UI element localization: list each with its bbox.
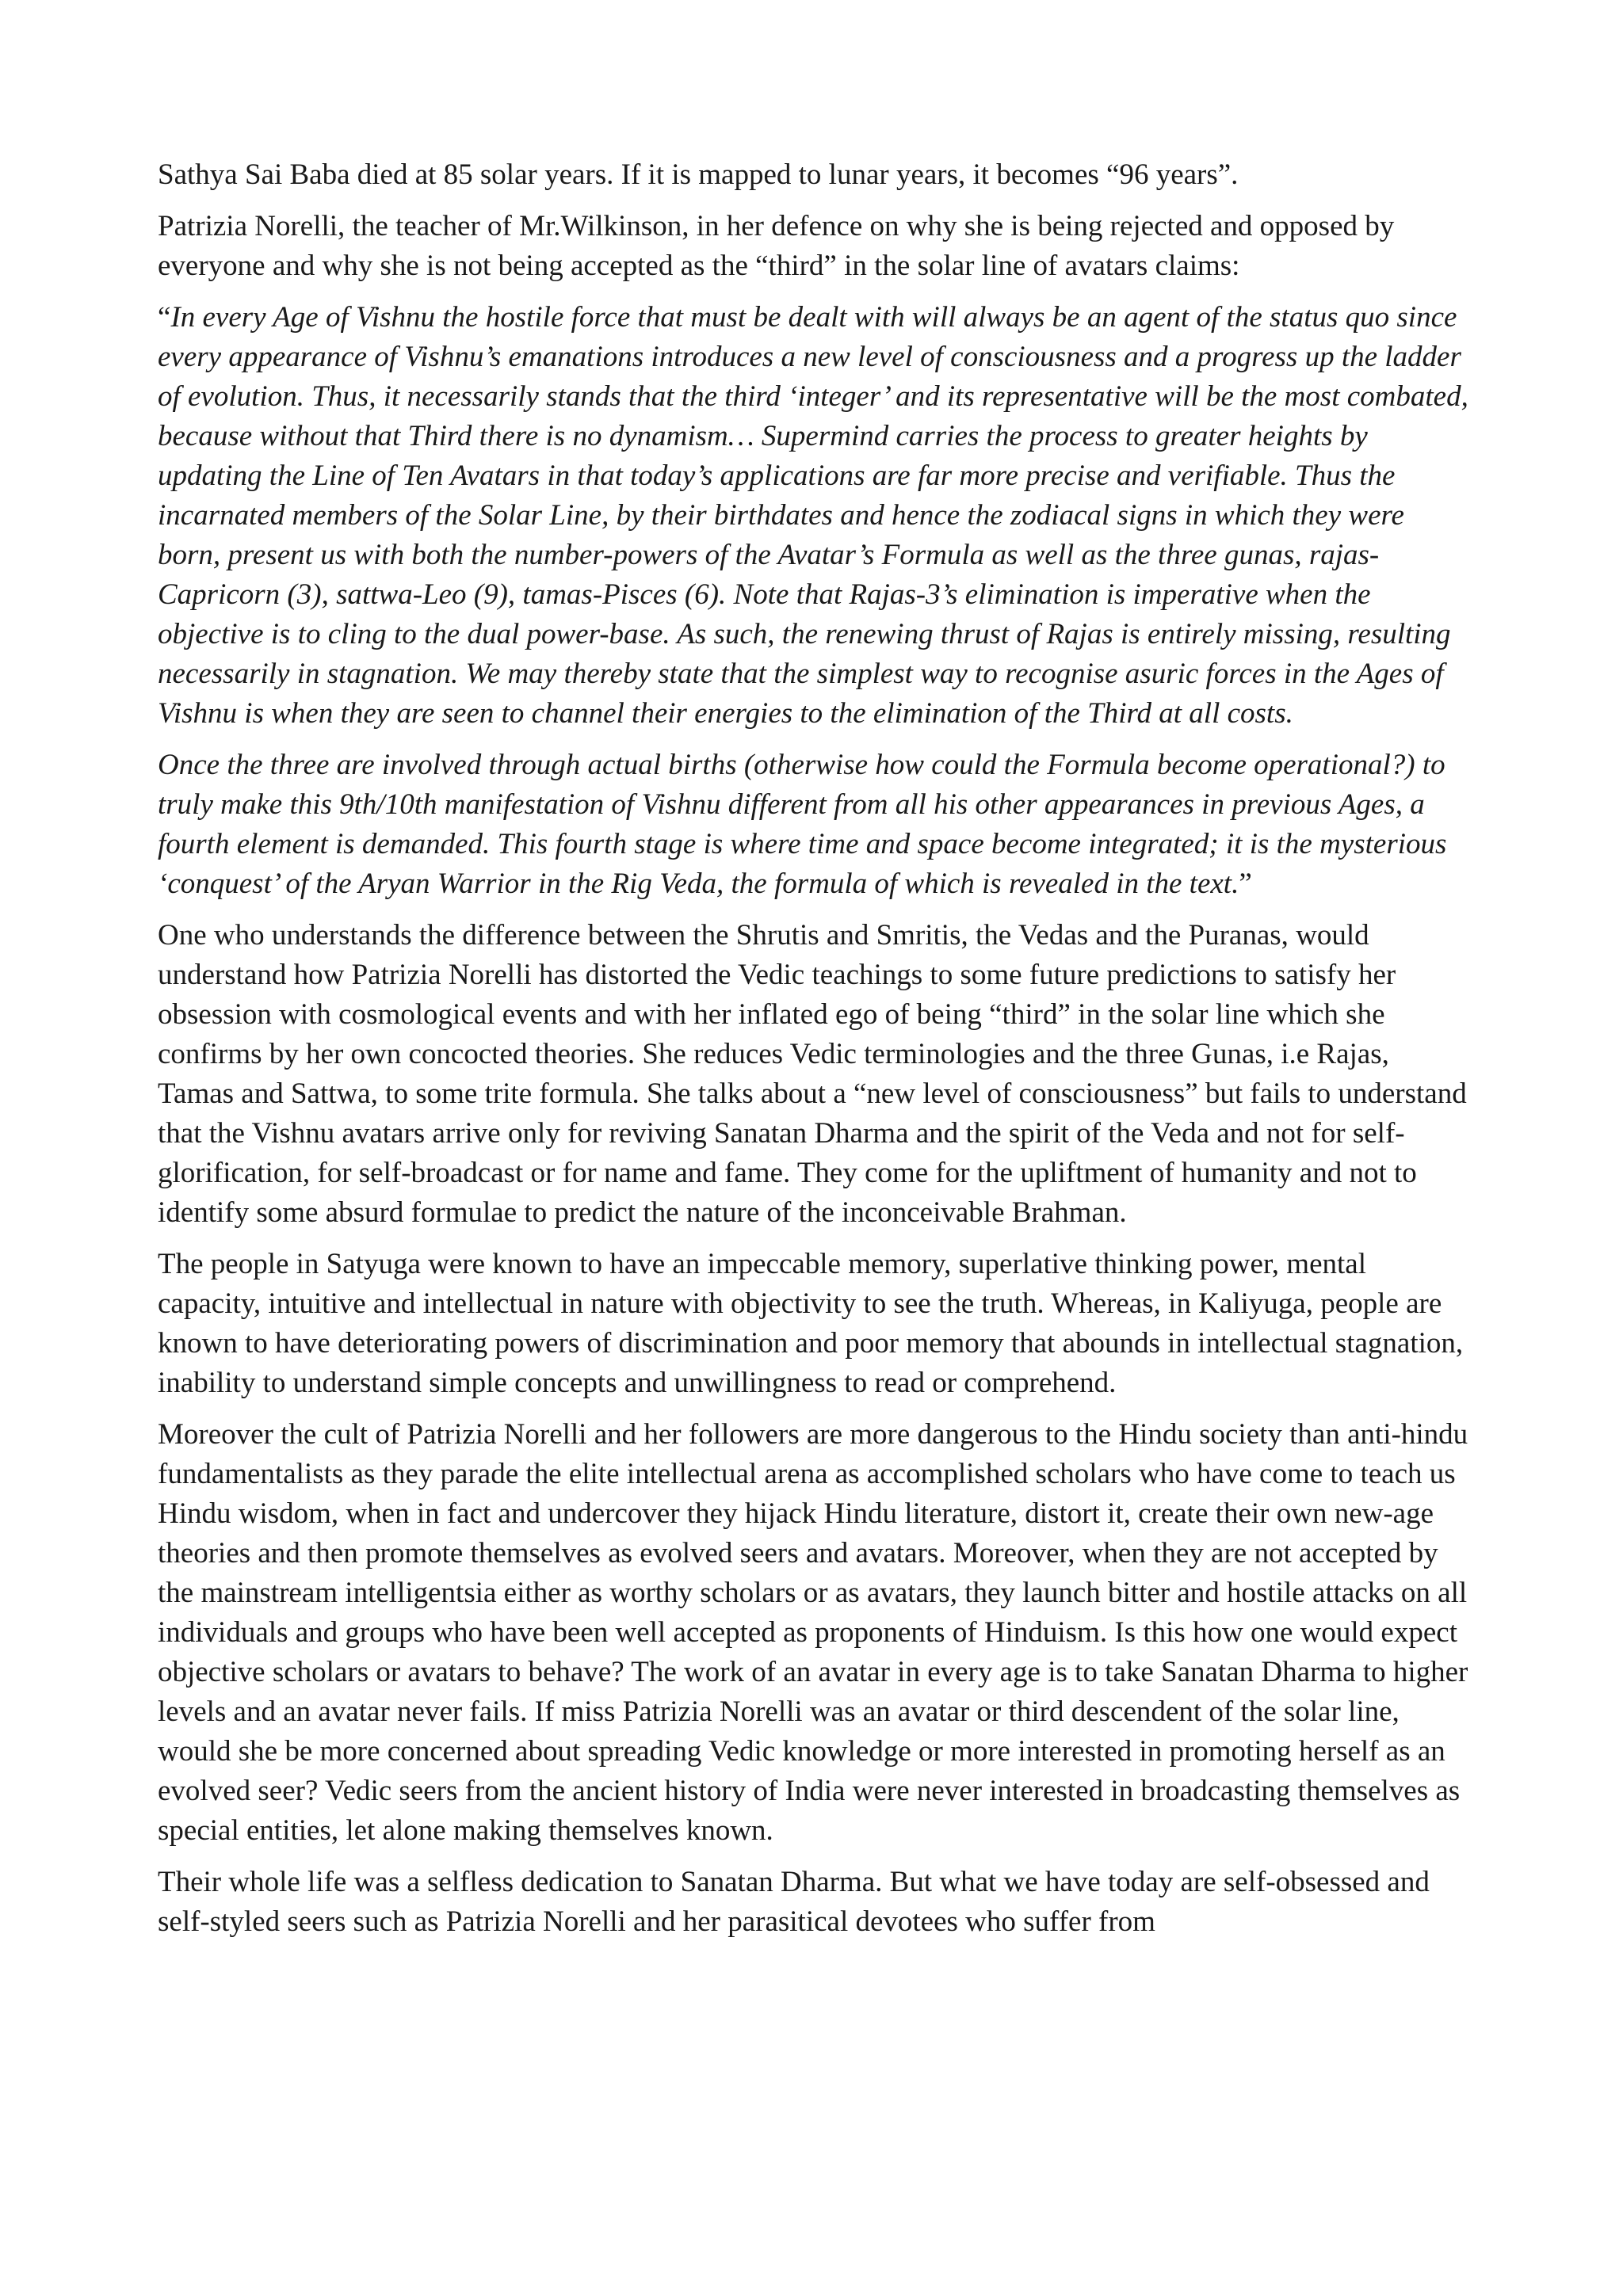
quote-text-ages-of-vishnu: In every Age of Vishnu the hostile force that must be dealt with will always be an agent of the status quo since every appearance of Vishnu’s emanations introduces a new level of consciousness and a progress up the ladder of evolution. Thus, it necessarily stands that the third ‘integer’ and its representative will be the most combated, because without that Third there is no dynamism… Supermind carries the process to greater heights by updating the Line of Ten Avatars in that today’s applications are far more precise and verifiable. Thus the incarnated members of the Solar Line, by their birthdates and hence the zodiacal signs in which they were born, present us with both the number-powers of the Avatar’s Formula as well as the three gunas, rajas-Capricorn (3), sattwa-Leo (9), tamas-Pisces (6). Note that Rajas-3’s elimination is imperative when the objective is to cling to the dual power-base. As such, the renewing thrust of Rajas is entirely missing, resulting necessarily in stagnation. We may thereby state that the simplest way to recognise asuric forces in the Ages of Vishnu is when they are seen to channel their energies to the elimination of the Third at all costs.: [158, 301, 1468, 730]
paragraph-norelli-claims: Patrizia Norelli, the teacher of Mr.Wilkinson, in her defence on why she is being rejected and opposed by everyone and why she is not being accepted as the “third” in the solar line of avatars claims:: [158, 210, 1395, 282]
quote-text-fourth-element: Once the three are involved through actual births (otherwise how could the Formula become operational?) to truly make this 9th/10th manifestation of Vishnu different from all his other appearances in previous Ages, a fourth element is demanded. This fourth stage is where time and space become integrated; it is the mysterious ‘conquest’ of the Aryan Warrior in the Rig Veda, the formula of which is revealed in the text.: [158, 749, 1447, 900]
quote-paragraph-fourth-element: [158, 746, 1469, 904]
paragraph-cult-danger: Moreover the cult of Patrizia Norelli and her followers are more dangerous to the Hindu society than anti-hindu fundamentalists as they parade the elite intellectual arena as accomplished scholars who have come to teach us Hindu wisdom, when in fact and undercover they hijack Hindu literature, distort it, create their own new-age theories and then promote themselves as evolved seers and avatars. Moreover, when they are not accepted by the mainstream intelligentsia either as worthy scholars or as avatars, they launch bitter and hostile attacks on all individuals and groups who have been well accepted as proponents of Hinduism. Is this how one would expect objective scholars or avatars to behave? The work of an avatar in every age is to take Sanatan Dharma to higher levels and an avatar never fails. If miss Patrizia Norelli was an avatar or third descendent of the solar line, would she be more concerned about spreading Vedic knowledge or more interested in promoting herself as an evolved seer? Vedic seers from the ancient history of India were never interested in broadcasting themselves as special entities, let alone making themselves known.: [158, 1418, 1468, 1847]
document-body: [158, 155, 1469, 1954]
paragraph-sai-baba-age: Sathya Sai Baba died at 85 solar years. If it is mapped to lunar years, it becomes “96 years”.: [158, 158, 1239, 191]
quote-paragraph-ages-of-vishnu: [158, 298, 1469, 734]
close-quote-mark: ”: [1239, 868, 1252, 900]
paragraph-shrutis-smritis: One who understands the difference between the Shrutis and Smritis, the Vedas and the Puranas, would understand how Patrizia Norelli has distorted the Vedic teachings to some future predictions to satisfy her obsession with cosmological events and with her inflated ego of being “third” in the solar line which she confirms by her own concocted theories. She reduces Vedic terminologies and the three Gunas, i.e Rajas, Tamas and Sattwa, to some trite formula. She talks about a “new level of consciousness” but fails to understand that the Vishnu avatars arrive only for reviving Sanatan Dharma and the spirit of the Veda and not for self-glorification, for self-broadcast or for name and fame. They come for the upliftment of humanity and not to identify some absurd formulae to predict the nature of the inconceivable Brahman.: [158, 919, 1467, 1229]
open-quote-mark: “: [158, 301, 171, 334]
paragraph-selfless-dedication: Their whole life was a selfless dedication to Sanatan Dharma. But what we have today are self-obsessed and self-styled seers such as Patrizia Norelli and her parasitical devotees who suffer from: [158, 1866, 1430, 1938]
paragraph-satyuga-kaliyuga: The people in Satyuga were known to have an impeccable memory, superlative thinking power, mental capacity, intuitive and intellectual in nature with objectivity to see the truth. Whereas, in Kaliyuga, people are known to have deteriorating powers of discrimination and poor memory that abounds in intellectual stagnation, inability to understand simple concepts and unwillingness to read or comprehend.: [158, 1248, 1464, 1399]
